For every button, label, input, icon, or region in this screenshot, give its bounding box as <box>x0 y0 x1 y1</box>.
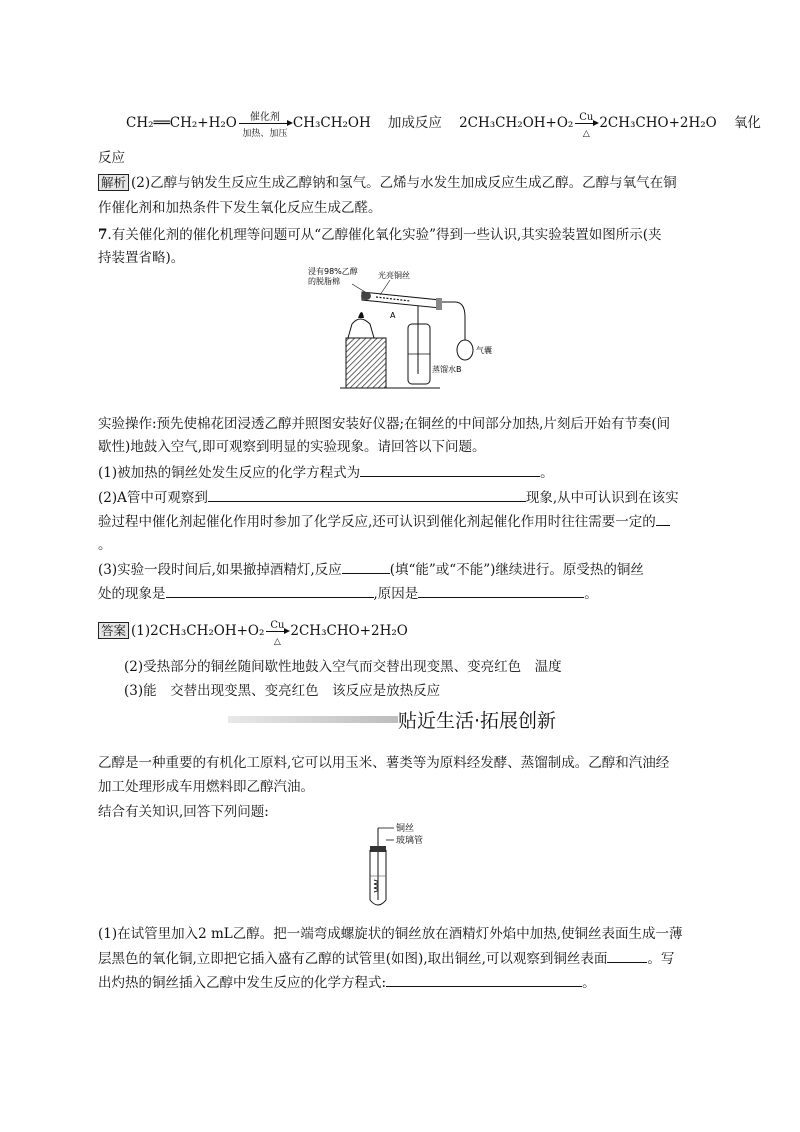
q1c-end: 。 <box>582 975 596 991</box>
banner-title: 贴近生活·拓展创新 <box>398 710 557 732</box>
answer-blank-3[interactable] <box>656 511 670 526</box>
sub3b-end: 。 <box>584 586 598 602</box>
answer-blank-5[interactable] <box>166 583 374 598</box>
sub-question-3b <box>98 583 598 604</box>
answer-blank-4[interactable] <box>342 559 390 574</box>
sub1-text: (1)被加热的铜丝处发生反应的化学方程式为 <box>98 465 361 481</box>
banner-bar <box>228 716 398 723</box>
eq1-lhs: CH₂══CH₂+H₂O <box>126 115 237 131</box>
eq1-rhs: CH₃CH₂OH <box>292 115 371 131</box>
eq2-arrow <box>573 111 599 139</box>
answer-blank-8[interactable] <box>386 972 582 987</box>
gas-bag <box>457 340 473 360</box>
answer-1-rhs: 2CH₃CHO+2H₂O <box>290 623 408 639</box>
operation-text-2: 歇性)地鼓入空气,即可观察到明显的实验现象。请回答以下问题。 <box>98 439 486 455</box>
sub3a-mid: (填“能”或“不能”)继续进行。原受热的铜丝 <box>389 562 644 578</box>
q7-text-2: 持装置省略)。 <box>98 250 185 266</box>
eq2-cond-bot: △ <box>582 128 590 139</box>
eq1-cond-top: 催化剂 <box>249 111 280 123</box>
label-cotton-1: 浸有98%乙醇 <box>308 267 358 276</box>
label-water: 蒸馏水B <box>432 365 462 374</box>
sub-question-2a <box>98 487 679 508</box>
sub3b-text: 处的现象是 <box>98 586 166 602</box>
analysis-text-1: (2)乙醇与钠发生反应生成乙醇钠和氢气。乙烯与水发生加成反应生成乙醇。乙醇与氧气在铜 <box>131 175 677 191</box>
q1b-end: 。写 <box>647 951 675 967</box>
stopper <box>436 298 442 310</box>
equation-line <box>126 111 761 139</box>
q1c-text: 出灼热的铜丝插入乙醇中发生反应的化学方程式: <box>98 975 387 991</box>
q1b-text: 层黑色的氧化铜,立即把它插入盛有乙醇的试管里(如图),取出铜丝,可以观察到铜丝表面 <box>98 951 608 967</box>
label-copper: 光亮铜丝 <box>378 271 410 280</box>
answer-2: (2)受热部分的铜丝随间歇性地鼓入空气而交替出现变黑、变亮红色 温度 <box>124 659 562 675</box>
label-bag: 气囊 <box>476 346 492 355</box>
passage-2: 加工处理形成车用燃料即乙醇汽油。 <box>98 779 314 795</box>
answer-line-1 <box>98 619 408 647</box>
apparatus-figure <box>300 262 510 394</box>
sub2-end: 现象,从中可认识到在该实 <box>525 490 679 506</box>
sub-question-2c: 。 <box>98 537 112 553</box>
answer-blank-2[interactable] <box>208 487 526 502</box>
eq1-arrow <box>237 111 293 139</box>
test-tube-diagram <box>360 820 460 912</box>
passage-q1c <box>98 972 596 993</box>
apparatus-diagram <box>300 262 510 394</box>
answer-blank-7[interactable] <box>607 948 647 963</box>
operation-text-1: 实验操作:预先使棉花团浸透乙醇并照图安装好仪器;在铜丝的中间部分加热,片刻后开始有节奏(间 <box>98 416 671 432</box>
sub-question-1 <box>98 462 554 483</box>
answer-cond-top: Cu <box>270 619 285 631</box>
answer-blank-6[interactable] <box>418 583 584 598</box>
label-a: A <box>390 311 396 320</box>
sub-question-2b <box>98 511 670 532</box>
label-cotton-2: 的脱脂棉 <box>308 277 340 286</box>
q7-text-1: .有关催化剂的催化机理等问题可从“乙醇催化氧化实验”得到一些认识,其实验装置如图所示(夹 <box>107 227 662 243</box>
passage-q1a: (1)在试管里加入2 mL乙醇。把一端弯成螺旋状的铜丝放在酒精灯外焰中加热,使铜丝表面生成一薄 <box>98 926 683 942</box>
connector-tube <box>440 302 465 340</box>
q7-number: 7 <box>98 227 108 243</box>
passage-1: 乙醇是一种重要的有机化工原料,它可以用玉米、薯类等为原料经发酵、蒸馏制成。乙醇和汽油经 <box>98 755 670 771</box>
eq2-cond-top: Cu <box>579 111 594 123</box>
sub-question-3a <box>98 559 644 580</box>
equation-continuation: 反应 <box>98 150 125 166</box>
section-banner <box>228 706 578 732</box>
fig-label-copper: 铜丝 <box>396 824 415 834</box>
answer-arrow <box>264 619 290 647</box>
cotton-plug <box>361 292 371 300</box>
block-stand <box>346 338 386 388</box>
analysis-tag: 解析 <box>98 174 129 191</box>
eq2-rhs: 2CH₃CHO+2H₂O <box>599 115 717 131</box>
analysis-text-2: 作催化剂和加热条件下发生氧化反应生成乙醛。 <box>98 200 382 216</box>
sub2b-text: 验过程中催化剂起催化作用时参加了化学反应,还可认识到催化剂起催化作用时往往需要一定的 <box>98 514 656 530</box>
test-tube-figure <box>360 820 460 912</box>
eq1-type: 加成反应 <box>387 115 442 131</box>
leader-line-copper <box>380 280 390 295</box>
fig-label-tube: 玻璃管 <box>396 836 424 846</box>
answer-tag: 答案 <box>98 622 129 639</box>
flame-icon <box>358 312 364 318</box>
answer-3: (3)能 交替出现变黑、变亮红色 该反应是放热反应 <box>124 683 441 699</box>
answer-cond-bot: △ <box>273 636 281 647</box>
sub1-end: 。 <box>540 465 554 481</box>
copper-coil <box>374 880 378 892</box>
sub3a-text: (3)实验一段时间后,如果撤掉酒精灯,反应 <box>98 562 342 578</box>
eq1-cond-bot: 加热、加压 <box>242 128 288 139</box>
copper-wire <box>376 297 410 301</box>
q7-line-1 <box>98 225 662 245</box>
passage-q1b <box>98 948 674 969</box>
eq2-tail: 氧化 <box>733 115 761 131</box>
passage-3: 结合有关知识,回答下列问题: <box>98 804 269 820</box>
answer-blank-1[interactable] <box>360 462 540 477</box>
alcohol-lamp <box>348 319 374 338</box>
analysis-line-1 <box>98 173 677 193</box>
tube-stopper <box>370 846 386 852</box>
eq2-lhs: 2CH₃CH₂OH+O₂ <box>459 115 574 131</box>
sub2-text: (2)A管中可观察到 <box>98 490 208 506</box>
answer-1-lhs: (1)2CH₃CH₂OH+O₂ <box>131 623 265 639</box>
sub3b-mid: ,原因是 <box>373 586 419 602</box>
